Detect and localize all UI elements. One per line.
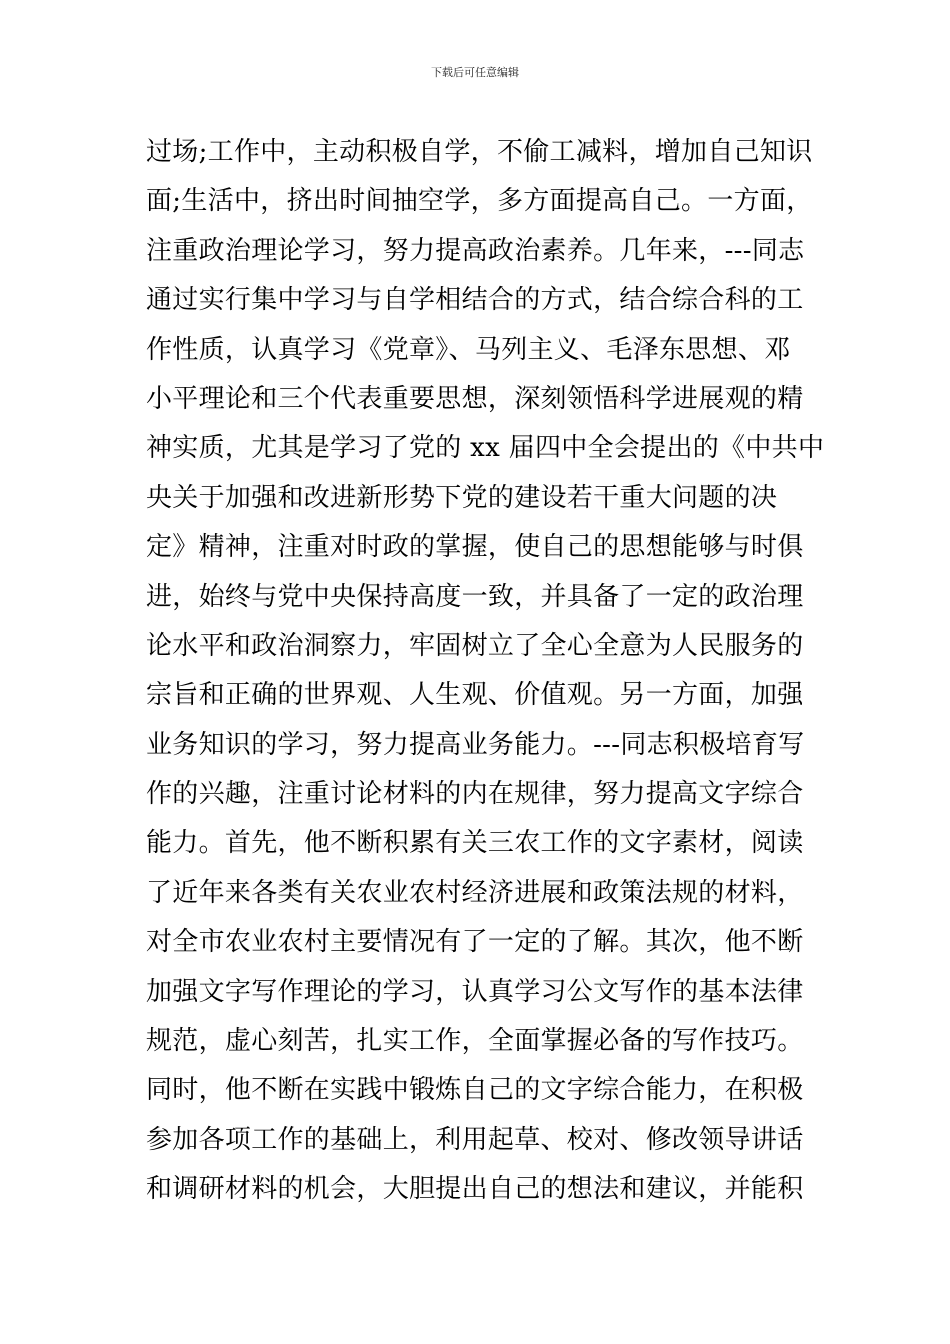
document-body: [146, 128, 826, 1215]
text-line: 参加各项工作的基础上，利用起草、校对、修改领导讲话: [146, 1124, 804, 1155]
text-line: 定》精神，注重对时政的掌握，使自己的思想能够与时俱: [146, 532, 804, 563]
text-line: 神实质，尤其是学习了党的 xx 届四中全会提出的《中共中: [146, 433, 825, 464]
text-line: 了近年来各类有关农业农村经济进展和政策法规的材料，: [146, 877, 804, 908]
text-line: 和调研材料的机会，大胆提出自己的想法和建议，并能积: [146, 1174, 804, 1205]
text-line: 同时，他不断在实践中锻炼自己的文字综合能力，在积极: [146, 1075, 804, 1106]
text-line: 宗旨和正确的世界观、人生观、价值观。另一方面，加强: [146, 680, 804, 711]
text-line: 央关于加强和改进新形势下党的建设若干重大问题的决: [146, 482, 778, 513]
text-line: 作的兴趣，注重讨论材料的内在规律，努力提高文字综合: [146, 779, 804, 810]
text-line: 通过实行集中学习与自学相结合的方式，结合综合科的工: [146, 285, 804, 316]
text-line: 小平理论和三个代表重要思想，深刻领悟科学进展观的精: [146, 383, 804, 414]
page-header: 下载后可任意编辑: [431, 66, 519, 79]
text-line: 能力。首先，他不断积累有关三农工作的文字素材，阅读: [146, 828, 804, 859]
text-line: 作性质，认真学习《党章》、马列主义、毛泽东思想、邓: [146, 334, 791, 365]
text-line: 规范，虚心刻苦，扎实工作，全面掌握必备的写作技巧。: [146, 1026, 804, 1057]
text-line: 面;生活中，挤出时间抽空学，多方面提高自己。一方面，: [146, 186, 813, 217]
text-line: 加强文字写作理论的学习，认真学习公文写作的基本法律: [146, 976, 804, 1007]
text-line: 过场;工作中，主动积极自学，不偷工减料，增加自己知识: [146, 137, 813, 167]
text-line: 对全市农业农村主要情况有了一定的了解。其次，他不断: [146, 927, 804, 958]
text-line: 进，始终与党中央保持高度一致，并具备了一定的政治理: [146, 581, 804, 612]
text-line: 业务知识的学习，努力提高业务能力。---同志积极培育写: [146, 729, 805, 760]
text-line: 注重政治理论学习，努力提高政治素养。几年来，---同志: [146, 235, 805, 266]
text-line: 论水平和政治洞察力，牢固树立了全心全意为人民服务的: [146, 630, 804, 661]
